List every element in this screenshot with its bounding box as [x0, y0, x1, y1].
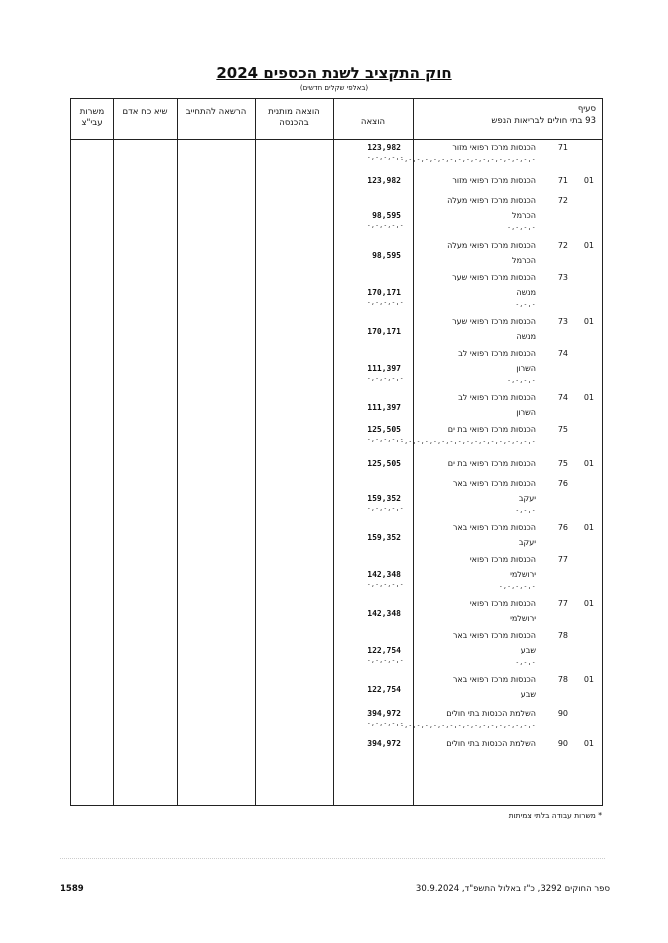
description-fill-dashes: -,-,-,-,-,-,-,-,-,-,-,-,-,-,-,-,- — [400, 438, 536, 445]
expense-value: 125,505 — [367, 459, 401, 468]
description-line: הכנסות מרכז רפואי מעלה — [447, 196, 536, 205]
row-code: 72 — [557, 196, 568, 205]
expense-fill-dashes: -,-,-,-,- — [367, 299, 405, 306]
row-description — [416, 193, 536, 232]
expense-value: 98,595 — [372, 211, 401, 220]
description-fill-dashes: -,-,-,- — [507, 377, 536, 384]
publication-info: ספר החוקים 3292, כ"ז באלול התשפ"ד, 30.9.2024 — [415, 884, 610, 894]
description-line: ירושלמי — [510, 614, 536, 623]
row-description — [416, 390, 536, 420]
expense-value: 122,754 — [367, 685, 401, 694]
row-code: 78 — [557, 675, 568, 684]
description-line: השלמת הכנסות בתי חולים — [446, 709, 536, 718]
expense-fill-dashes: -,-,-,-,- — [367, 222, 405, 229]
column-divider — [255, 99, 256, 805]
description-fill-dashes: -,-,-,-,-,-,-,-,-,-,-,-,-,-,-,-,- — [400, 722, 536, 729]
expense-value: 394,972 — [367, 709, 401, 718]
row-subcode: 01 — [583, 675, 594, 684]
description-line: השרון — [516, 364, 536, 373]
description-fill-dashes: -,-,-,-,-,-,-,-,-,-,-,-,-,-,-,-,- — [400, 156, 536, 163]
row-description — [416, 476, 536, 515]
expense-fill-dashes: -,-,-,-,- — [367, 581, 405, 588]
budget-table — [70, 98, 603, 806]
expense-value: 125,505 — [367, 425, 401, 434]
description-line: השלמת הכנסות בתי חולים — [446, 739, 536, 748]
description-line: הכרמל — [512, 256, 536, 265]
row-code: 74 — [557, 393, 568, 402]
row-subcode: 01 — [583, 523, 594, 532]
description-line: הכנסות מרכז רפואי באר — [452, 479, 536, 488]
header-commitment-authority: הרשאה להתחייב — [185, 107, 247, 117]
description-line: הכנסות מרכז רפואי שער — [452, 317, 536, 326]
page-number: 1589 — [60, 884, 84, 894]
header-contract-workers: משרות עבי"צ — [79, 107, 105, 128]
row-code: 75 — [557, 459, 568, 468]
row-code: 77 — [557, 555, 568, 564]
section-label: סעיף — [577, 104, 596, 114]
row-subcode: 01 — [583, 241, 594, 250]
column-divider — [177, 99, 178, 805]
row-description — [416, 314, 536, 344]
description-line: יעקב — [518, 494, 536, 503]
expense-fill-dashes: -,-,-,-,- — [367, 375, 405, 382]
row-description — [400, 140, 536, 164]
row-code: 74 — [557, 349, 568, 358]
section-title: בתי חולים לבריאות הנפש — [491, 116, 583, 126]
column-divider — [113, 99, 114, 805]
section-number: 93 — [585, 116, 596, 126]
row-description — [416, 736, 536, 751]
expense-fill-dashes: -,-,-,-,- — [367, 657, 405, 664]
footnote: * משרות עבודה בלתי צמיתות — [508, 811, 602, 820]
description-line: הכנסות מרכז רפואי שער — [452, 273, 536, 282]
row-subcode: 01 — [583, 393, 594, 402]
row-description — [416, 270, 536, 309]
expense-value: 123,982 — [367, 176, 401, 185]
description-line: ירושלמי — [510, 570, 536, 579]
expense-value: 122,754 — [367, 646, 401, 655]
row-subcode: 01 — [583, 739, 594, 748]
description-line: הכנסות מרכז רפואי מזור — [452, 176, 536, 185]
expense-fill-dashes: -,-,-,-,- — [367, 505, 405, 512]
description-line: שבע — [520, 646, 536, 655]
page-title: חוק התקציב לשנת הכספים 2024 — [216, 64, 452, 82]
description-fill-dashes: -,-,-,-,- — [498, 583, 536, 590]
description-line: הכנסות מרכז רפואי לב — [458, 393, 536, 402]
expense-value: 111,397 — [367, 403, 401, 412]
expense-value: 142,348 — [367, 609, 401, 618]
row-description — [416, 238, 536, 268]
expense-fill-dashes: -,-,-,-,- — [367, 720, 405, 727]
row-description — [416, 346, 536, 385]
description-fill-dashes: -,-,- — [515, 659, 536, 666]
row-code: 71 — [557, 143, 568, 152]
row-code: 90 — [557, 709, 568, 718]
description-line: יעקב — [518, 538, 536, 547]
description-line: הכנסות מרכז רפואי — [469, 599, 536, 608]
row-code: 73 — [557, 273, 568, 282]
row-subcode: 01 — [583, 176, 594, 185]
expense-value: 111,397 — [367, 364, 401, 373]
row-description — [416, 520, 536, 550]
expense-value: 394,972 — [367, 739, 401, 748]
row-description — [416, 628, 536, 667]
description-line: שבע — [520, 690, 536, 699]
page-subtitle: (באלפי שקלים חדשים) — [299, 84, 369, 92]
row-code: 71 — [557, 176, 568, 185]
row-code: 90 — [557, 739, 568, 748]
expense-value: 159,352 — [367, 494, 401, 503]
row-code: 75 — [557, 425, 568, 434]
column-divider — [413, 99, 414, 805]
header-peak-manpower: שיא כח אדם — [122, 107, 168, 117]
description-line: הכנסות מרכז רפואי באר — [452, 523, 536, 532]
row-subcode: 01 — [583, 459, 594, 468]
description-line: מנשה — [516, 288, 536, 297]
expense-value: 98,595 — [372, 251, 401, 260]
description-line: הכרמל — [512, 211, 536, 220]
expense-value: 159,352 — [367, 533, 401, 542]
description-fill-dashes: -,-,- — [515, 507, 536, 514]
row-subcode: 01 — [583, 599, 594, 608]
expense-value: 142,348 — [367, 570, 401, 579]
scan-artifact — [60, 858, 605, 859]
row-code: 72 — [557, 241, 568, 250]
description-fill-dashes: -,-,-,- — [507, 224, 536, 231]
row-description — [416, 173, 536, 188]
row-description — [416, 456, 536, 471]
row-description — [400, 706, 536, 730]
description-line: הכנסות מרכז רפואי באר — [452, 675, 536, 684]
description-line: השרון — [516, 408, 536, 417]
description-line: הכנסות מרכז רפואי לב — [458, 349, 536, 358]
expense-value: 170,171 — [367, 288, 401, 297]
description-line: הכנסות מרכז רפואי — [469, 555, 536, 564]
header-expense: הוצאה — [360, 117, 386, 127]
expense-value: 123,982 — [367, 143, 401, 152]
row-code: 77 — [557, 599, 568, 608]
description-line: מנשה — [516, 332, 536, 341]
description-line: הכנסות מרכז רפואי בת ים — [447, 459, 536, 468]
row-code: 76 — [557, 479, 568, 488]
section-heading — [491, 115, 596, 127]
row-code: 78 — [557, 631, 568, 640]
description-fill-dashes: -,-,- — [515, 301, 536, 308]
description-line: הכנסות מרכז רפואי בת ים — [447, 425, 536, 434]
row-code: 76 — [557, 523, 568, 532]
header-conditional-expense: הוצאה מותנית בהכנסה — [268, 107, 320, 128]
description-line: הכנסות מרכז רפואי באר — [452, 631, 536, 640]
expense-fill-dashes: -,-,-,-,- — [367, 436, 405, 443]
expense-value: 170,171 — [367, 327, 401, 336]
column-divider — [333, 99, 334, 805]
row-description — [400, 422, 536, 446]
row-description — [416, 672, 536, 702]
description-line: הכנסות מרכז רפואי מעלה — [447, 241, 536, 250]
row-description — [416, 596, 536, 626]
header-section — [491, 103, 596, 127]
row-code: 73 — [557, 317, 568, 326]
row-subcode: 01 — [583, 317, 594, 326]
description-line: הכנסות מרכז רפואי מזור — [452, 143, 536, 152]
row-description — [416, 552, 536, 591]
expense-fill-dashes: -,-,-,-,- — [367, 154, 405, 161]
